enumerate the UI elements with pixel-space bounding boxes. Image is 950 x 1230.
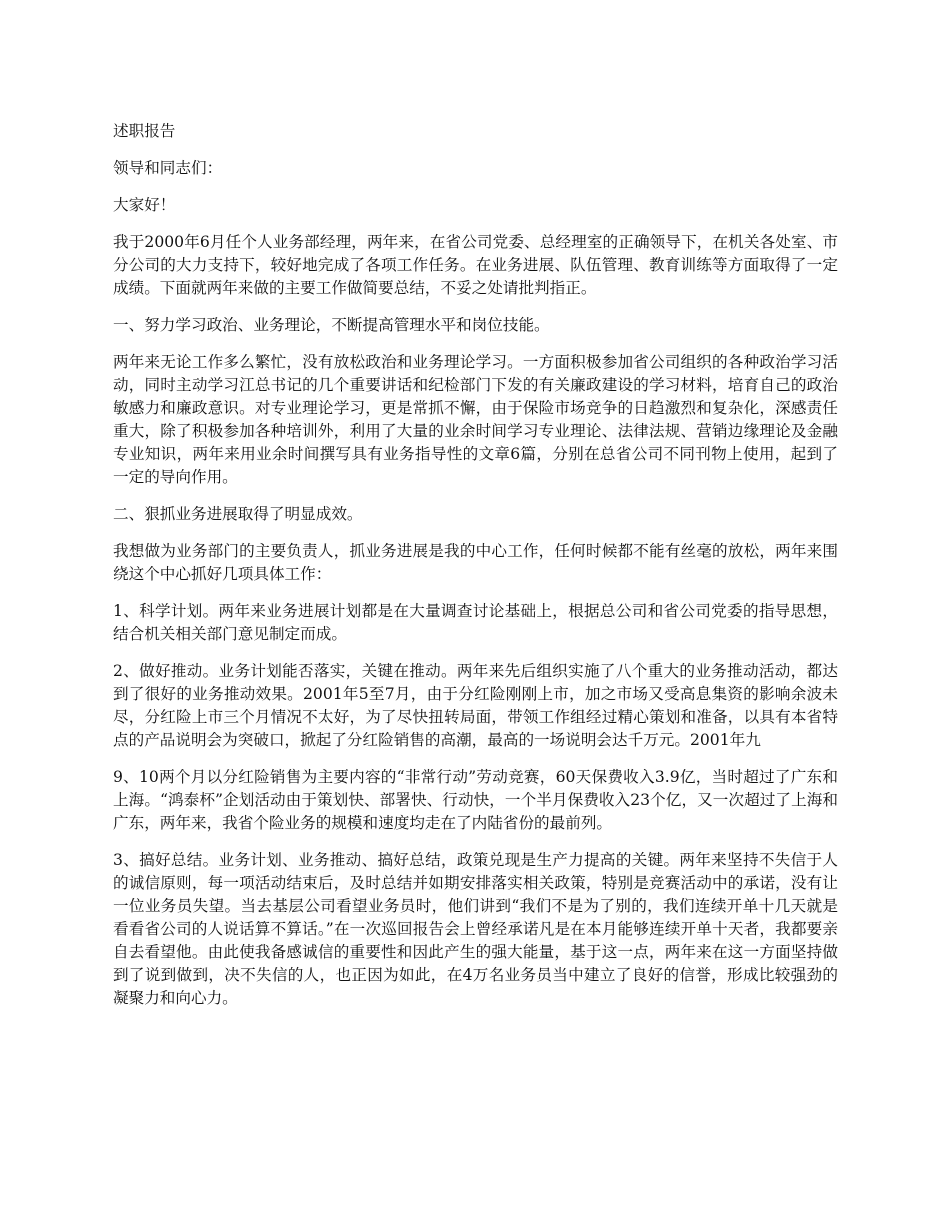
paragraph-item-3: 3、搞好总结。业务计划、业务推动、搞好总结，政策兑现是生产力提高的关键。两年来坚持不失信于人的诚信原则，每一项活动结束后，及时总结并如期安排落实相关政策，特别是竞赛活动中的承诺，没有让一位业务员失望。当去基层公司看望业务员时，他们讲到“我们不是为了别的，我们连续开单十几天就是看看省公司的人说话算不算话。”在一次巡回报告会上曾经承诺凡是在本月能够连续开单十天者，我都要亲自去看望他。由此使我备感诚信的重要性和因此产生的强大能量，基于这一点，两年来在这一方面坚持做到了说到做到，决不失信的人，也正因为如此，在4万名业务员当中建立了良好的信誉，形成比较强劲的凝聚力和向心力。 [113, 851, 838, 1007]
document-page [113, 120, 838, 1024]
paragraph-study: 两年来无论工作多么繁忙，没有放松政治和业务理论学习。一方面积极参加省公司组织的各种政治学习活动，同时主动学习江总书记的几个重要讲话和纪检部门下发的有关廉政建设的学习材料，培育自己的政治敏感力和廉政意识。对专业理论学习，更是常抓不懈，由于保险市场竞争的日趋激烈和复杂化，深感责任重大，除了积极参加各种培训外，利用了大量的业余时间学习专业理论、法律法规、营销边缘理论及金融专业知识，两年来用业余时间撰写具有业务指导性的文章6篇，分别在总省公司不同刊物上使用，起到了一定的导向作用。 [113, 353, 838, 486]
section-heading-2: 二、狠抓业务进展取得了明显成效。 [113, 505, 363, 523]
paragraph-intro: 我于2000年6月任个人业务部经理，两年来，在省公司党委、总经理室的正确领导下，在机关各处室、市分公司的大力支持下，较好地完成了各项工作任务。在业务进展、队伍管理、教育训练等方面取得了一定成绩。下面就两年来做的主要工作做简要总结，不妥之处请批判指正。 [113, 233, 838, 297]
greeting: 大家好！ [113, 196, 176, 214]
paragraph-business-focus: 我想做为业务部门的主要负责人，抓业务进展是我的中心工作，任何时候都不能有丝毫的放松，两年来围绕这个中心抓好几项具体工作： [113, 542, 838, 583]
salutation: 领导和同志们： [113, 159, 223, 177]
paragraph-item-2-continued: 9、10两个月以分红险销售为主要内容的“非常行动”劳动竞赛，60天保费收入3.9亿，当时超过了广东和上海。“鸿泰杯”企划活动由于策划快、部署快、行动快，一个半月保费收入23个亿，又一次超过了上海和广东，两年来，我省个险业务的规模和速度均走在了内陆省份的最前列。 [113, 768, 838, 832]
paragraph-item-2: 2、做好推动。业务计划能否落实，关键在推动。两年来先后组织实施了八个重大的业务推动活动，都达到了很好的业务推动效果。2001年5至7月，由于分红险刚刚上市，加之市场又受高息集资的影响余波未尽，分红险上市三个月情况不太好，为了尽快扭转局面，带领工作组经过精心策划和准备，以具有本省特点的产品说明会为突破口，掀起了分红险销售的高潮，最高的一场说明会达千万元。2001年九 [113, 662, 838, 749]
paragraph-item-1: 1、科学计划。两年来业务进展计划都是在大量调查讨论基础上，根据总公司和省公司党委的指导思想，结合机关相关部门意见制定而成。 [113, 602, 838, 643]
section-heading-1: 一、努力学习政治、业务理论，不断提高管理水平和岗位技能。 [113, 316, 550, 334]
document-title: 述职报告 [113, 122, 176, 140]
